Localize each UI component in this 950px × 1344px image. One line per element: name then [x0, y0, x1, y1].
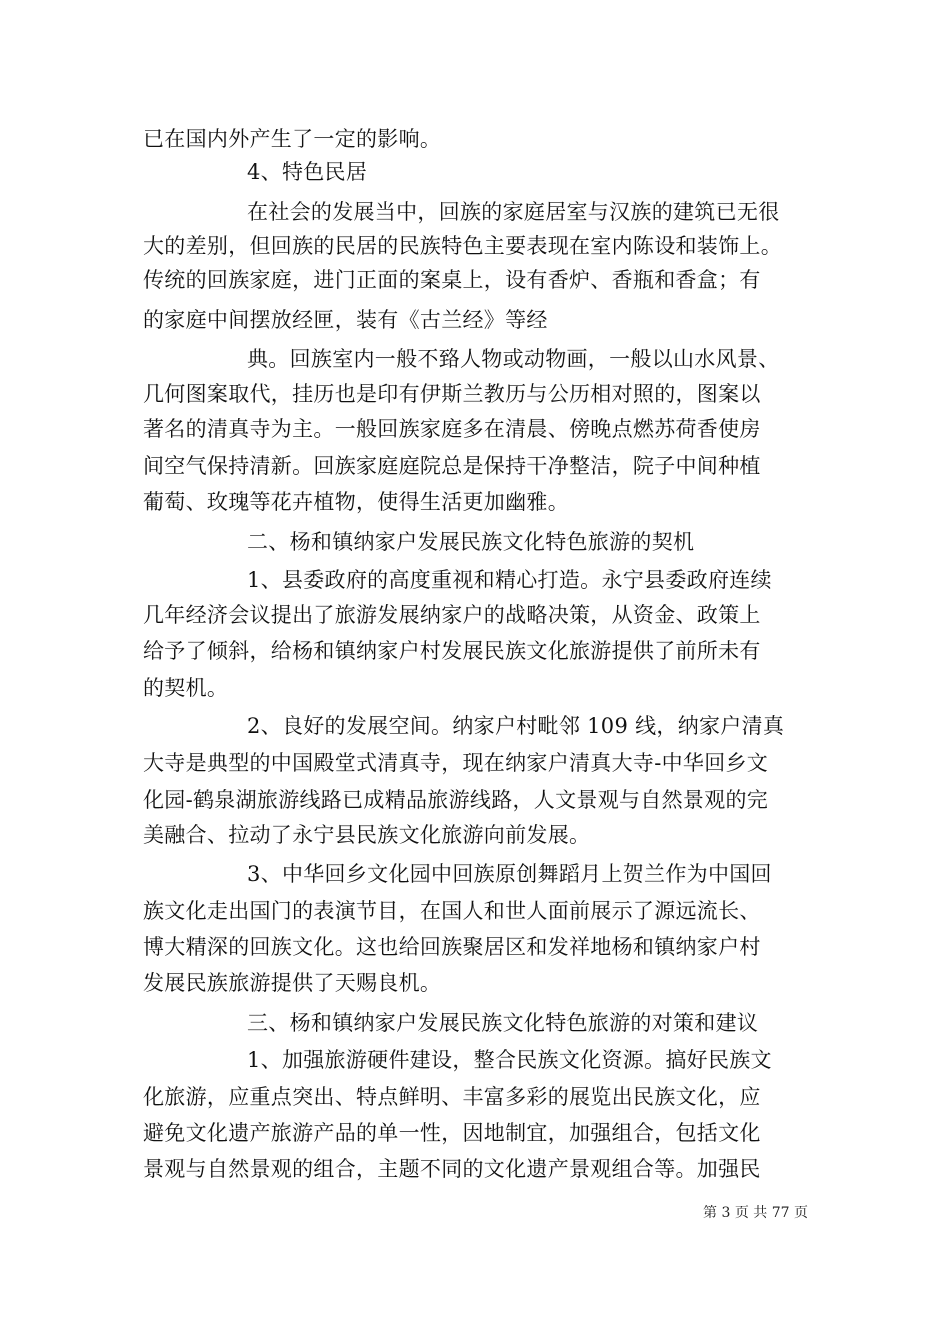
- text-line: 1、加强旅游硬件建设，整合民族文化资源。搞好民族文: [247, 1048, 772, 1072]
- text-line: 在社会的发展当中，回族的家庭居室与汉族的建筑已无很: [247, 200, 780, 224]
- section-heading: 三、杨和镇纳家户发展民族文化特色旅游的对策和建议: [247, 1011, 759, 1035]
- text-line: 避免文化遗产旅游产品的单一性，因地制宜，加强组合，包括文化: [143, 1121, 761, 1145]
- text-line: 典。回族室内一般不臵人物或动物画，一般以山水风景、: [247, 347, 780, 371]
- text-line: 大的差别，但回族的民居的民族特色主要表现在室内陈设和装饰上。: [143, 234, 782, 258]
- text-line: 化园-鹤泉湖旅游线路已成精品旅游线路，人文景观与自然景观的完: [143, 788, 769, 812]
- text-line: 著名的清真寺为主。一般回族家庭多在清晨、傍晚点燃苏荷香使房: [143, 417, 761, 441]
- text-line: 几何图案取代，挂历也是印有伊斯兰教历与公历相对照的，图案以: [143, 382, 761, 406]
- text-line: 间空气保持清新。回族家庭庭院总是保持干净整洁，院子中间种植: [143, 454, 761, 478]
- text-line: 化旅游，应重点突出、特点鲜明、丰富多彩的展览出民族文化，应: [143, 1085, 761, 1109]
- text-line: 发展民族旅游提供了天赐良机。: [143, 971, 442, 995]
- text-line: 2、良好的发展空间。纳家户村毗邻 109 线，纳家户清真: [247, 714, 785, 738]
- text-line: 1、县委政府的高度重视和精心打造。永宁县委政府连续: [247, 568, 772, 592]
- page-number-footer: 第 3 页 共 77 页: [703, 1205, 808, 1221]
- text-line: 大寺是典型的中国殿堂式清真寺，现在纳家户清真大寺-中华回乡文: [143, 751, 769, 775]
- text-line: 族文化走出国门的表演节目，在国人和世人面前展示了源远流长、: [143, 899, 761, 923]
- text-line: 的家庭中间摆放经匣，装有《古兰经》等经: [143, 308, 548, 332]
- text-line: 给予了倾斜，给杨和镇纳家户村发展民族文化旅游提供了前所未有: [143, 639, 761, 663]
- text-line: 已在国内外产生了一定的影响。: [143, 127, 442, 151]
- text-line: 景观与自然景观的组合，主题不同的文化遗产景观组合等。加强民: [143, 1157, 761, 1181]
- text-line: 美融合、拉动了永宁县民族文化旅游向前发展。: [143, 823, 591, 847]
- text-line: 葡萄、玫瑰等花卉植物，使得生活更加幽雅。: [143, 490, 569, 514]
- section-heading: 二、杨和镇纳家户发展民族文化特色旅游的契机: [247, 530, 695, 554]
- section-heading: 4、特色民居: [247, 160, 368, 184]
- text-line: 几年经济会议提出了旅游发展纳家户的战略决策，从资金、政策上: [143, 603, 761, 627]
- text-line: 博大精深的回族文化。这也给回族聚居区和发祥地杨和镇纳家户村: [143, 935, 761, 959]
- text-line: 的契机。: [143, 676, 229, 700]
- text-line: 传统的回族家庭，进门正面的案桌上，设有香炉、香瓶和香盒；有: [143, 268, 761, 292]
- text-line: 3、中华回乡文化园中回族原创舞蹈月上贺兰作为中国回: [247, 862, 772, 886]
